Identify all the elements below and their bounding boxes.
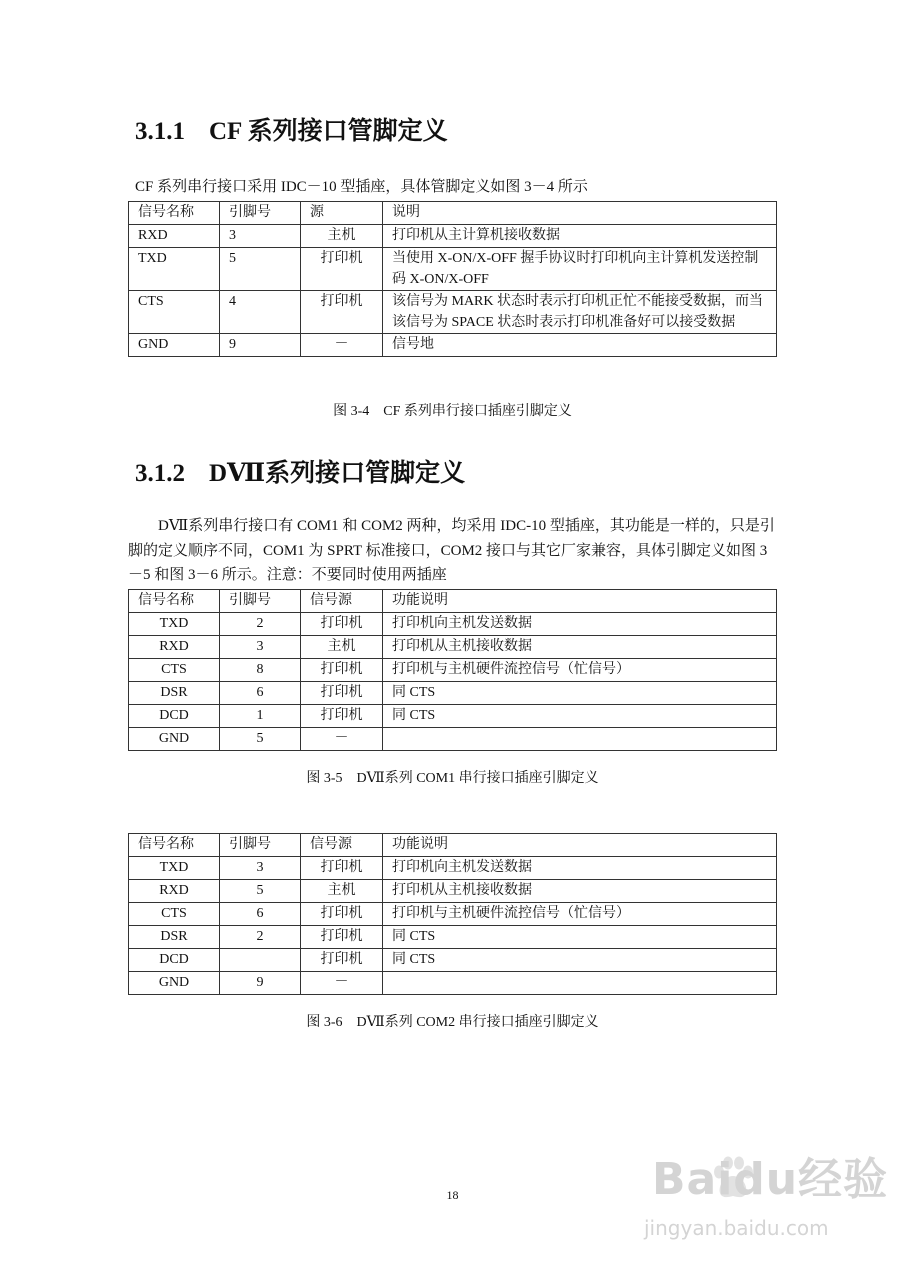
pin-number-cell: 5 [220, 880, 301, 903]
pin-number-cell [220, 949, 301, 972]
signal-name-cell: DSR [129, 926, 220, 949]
table-row [129, 857, 777, 880]
header-cell: 引脚号 [220, 590, 301, 613]
source-cell: 打印机 [301, 949, 383, 972]
table-row [129, 682, 777, 705]
header-cell: 功能说明 [383, 834, 777, 857]
watermark-url: jingyan.baidu.com [644, 1216, 829, 1240]
pin-number-cell: 6 [220, 903, 301, 926]
source-cell: － [301, 334, 383, 357]
source-cell: 打印机 [301, 705, 383, 728]
section-title: CF 系列接口管脚定义 [209, 118, 448, 145]
table-row [129, 659, 777, 682]
signal-name-cell: CTS [129, 659, 220, 682]
figure-caption-text: DⅦ系列 COM2 串行接口插座引脚定义 [356, 1015, 599, 1030]
figure-caption-3-5 [0, 769, 905, 789]
description-cell: 打印机从主机接收数据 [383, 636, 777, 659]
pin-number-cell: 8 [220, 659, 301, 682]
description-cell: 打印机从主机接收数据 [383, 880, 777, 903]
section-intro: CF 系列串行接口采用 IDC－10 型插座，具体管脚定义如图 3－4 所示 [135, 179, 588, 195]
table-row [129, 613, 777, 636]
signal-name-cell: DCD [129, 705, 220, 728]
description-cell: 打印机向主机发送数据 [383, 613, 777, 636]
pin-number-cell: 2 [220, 926, 301, 949]
pin-number-cell: 2 [220, 613, 301, 636]
pin-number-cell: 3 [220, 225, 301, 248]
figure-caption-text: CF 系列串行接口插座引脚定义 [383, 404, 572, 419]
table-header-row [129, 202, 777, 225]
pin-number-cell: 5 [220, 248, 301, 291]
table-row [129, 972, 777, 995]
table-row [129, 334, 777, 357]
source-cell: － [301, 972, 383, 995]
source-cell: 打印机 [301, 659, 383, 682]
header-cell: 功能说明 [383, 590, 777, 613]
figure-number: 图 3-6 [306, 1015, 343, 1030]
description-cell: 同 CTS [383, 949, 777, 972]
table-row [129, 248, 777, 291]
header-cell: 信号名称 [129, 202, 220, 225]
signal-name-cell: TXD [129, 248, 220, 291]
signal-name-cell: RXD [129, 225, 220, 248]
description-cell: 当使用 X-ON/X-OFF 握手协议时打印机向主计算机发送控制码 X-ON/X-OFF [383, 248, 777, 291]
figure-number: 图 3-4 [333, 404, 370, 419]
section-number: 3.1.2 [135, 460, 185, 487]
section-heading-3-1-1 [135, 117, 448, 147]
source-cell: 主机 [301, 880, 383, 903]
header-cell: 源 [301, 202, 383, 225]
table-row [129, 903, 777, 926]
com1-pin-table [128, 589, 777, 751]
table-row [129, 949, 777, 972]
pin-number-cell: 3 [220, 857, 301, 880]
source-cell: 打印机 [301, 291, 383, 334]
source-cell: 主机 [301, 636, 383, 659]
table-row [129, 705, 777, 728]
pin-number-cell: 5 [220, 728, 301, 751]
table-row [129, 880, 777, 903]
cf-pin-table [128, 201, 777, 357]
signal-name-cell: DCD [129, 949, 220, 972]
pin-number-cell: 4 [220, 291, 301, 334]
source-cell: 打印机 [301, 903, 383, 926]
baidu-jingyan-watermark [638, 1150, 889, 1260]
table-header-row [129, 834, 777, 857]
description-cell: 同 CTS [383, 926, 777, 949]
description-cell [383, 728, 777, 751]
section-title: DⅦ系列接口管脚定义 [209, 460, 466, 487]
description-cell: 打印机向主机发送数据 [383, 857, 777, 880]
table-row [129, 291, 777, 334]
header-cell: 引脚号 [220, 202, 301, 225]
source-cell: 打印机 [301, 857, 383, 880]
source-cell: 打印机 [301, 682, 383, 705]
signal-name-cell: GND [129, 334, 220, 357]
description-cell [383, 972, 777, 995]
figure-caption-3-4 [0, 402, 905, 422]
description-cell: 打印机与主机硬件流控信号（忙信号） [383, 903, 777, 926]
pin-number-cell: 9 [220, 972, 301, 995]
source-cell: － [301, 728, 383, 751]
header-cell: 说明 [383, 202, 777, 225]
header-cell: 引脚号 [220, 834, 301, 857]
description-cell: 打印机从主计算机接收数据 [383, 225, 777, 248]
signal-name-cell: CTS [129, 291, 220, 334]
figure-number: 图 3-5 [306, 771, 343, 786]
source-cell: 主机 [301, 225, 383, 248]
pin-number-cell: 3 [220, 636, 301, 659]
signal-name-cell: GND [129, 972, 220, 995]
com2-pin-table [128, 833, 777, 995]
header-cell: 信号源 [301, 590, 383, 613]
section-paragraph: DⅦ系列串行接口有 COM1 和 COM2 两种，均采用 IDC-10 型插座，其功能是一样的，只是引脚的定义顺序不同，COM1 为 SPRT 标准接口，COM2 接口与其它厂家兼容，具体引脚定义如图 3－5 和图 3－6 所示。注意：不要同时使用两插座 [128, 518, 775, 583]
pin-number-cell: 6 [220, 682, 301, 705]
signal-name-cell: RXD [129, 636, 220, 659]
header-cell: 信号名称 [129, 590, 220, 613]
figure-caption-text: DⅦ系列 COM1 串行接口插座引脚定义 [356, 771, 599, 786]
description-cell: 该信号为 MARK 状态时表示打印机正忙不能接受数据，而当该信号为 SPACE 状态时表示打印机准备好可以接受数据 [383, 291, 777, 334]
signal-name-cell: TXD [129, 857, 220, 880]
description-cell: 打印机与主机硬件流控信号（忙信号） [383, 659, 777, 682]
description-cell: 同 CTS [383, 705, 777, 728]
signal-name-cell: CTS [129, 903, 220, 926]
table-row [129, 225, 777, 248]
header-cell: 信号源 [301, 834, 383, 857]
description-cell: 信号地 [383, 334, 777, 357]
pin-number-cell: 1 [220, 705, 301, 728]
figure-caption-3-6 [0, 1013, 905, 1033]
section-number: 3.1.1 [135, 118, 185, 145]
description-cell: 同 CTS [383, 682, 777, 705]
header-cell: 信号名称 [129, 834, 220, 857]
source-cell: 打印机 [301, 248, 383, 291]
pin-number-cell: 9 [220, 334, 301, 357]
table-header-row [129, 590, 777, 613]
source-cell: 打印机 [301, 613, 383, 636]
table-row [129, 728, 777, 751]
signal-name-cell: GND [129, 728, 220, 751]
table-row [129, 926, 777, 949]
page-number: 18 [446, 1188, 459, 1202]
signal-name-cell: RXD [129, 880, 220, 903]
signal-name-cell: TXD [129, 613, 220, 636]
source-cell: 打印机 [301, 926, 383, 949]
table-row [129, 636, 777, 659]
section-heading-3-1-2 [135, 459, 465, 489]
watermark-logo-text: Baidu经验 [652, 1154, 889, 1205]
signal-name-cell: DSR [129, 682, 220, 705]
